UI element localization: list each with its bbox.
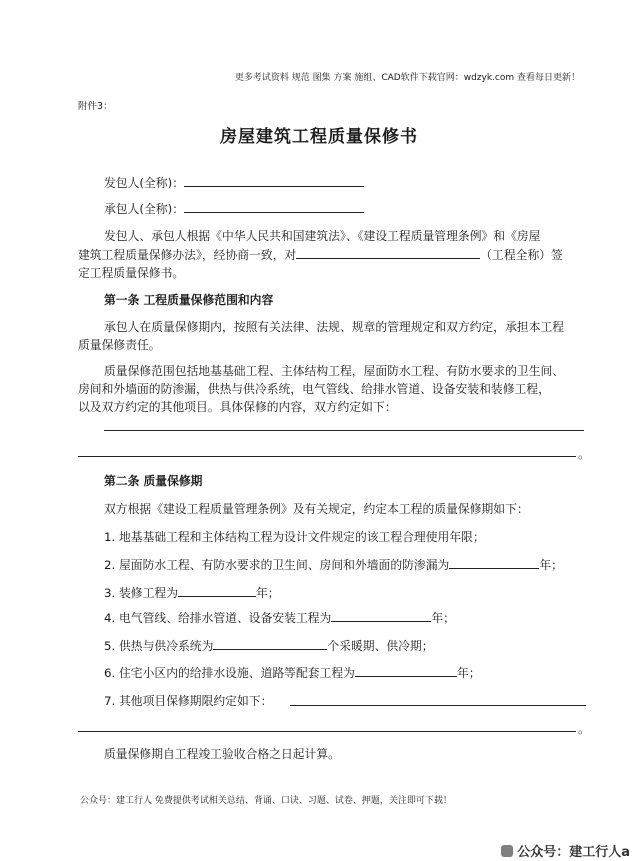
item-2-blank [449, 557, 539, 569]
document-title: 房屋建筑工程质量保修书 [220, 127, 418, 147]
item-7-blank-line-1 [290, 705, 586, 706]
article2-item-3: 3. 装修工程为 年； [104, 586, 280, 600]
intro-line-2a: 建筑工程质量保修办法》，经协商一致，对 [78, 248, 297, 262]
article1-p1-line1: 承包人在质量保修期内，按照有关法律、法规、规章的管理规定和双方约定，承担本工程 [104, 320, 565, 334]
watermark-text: 公众号：建工行人a [517, 845, 630, 860]
item-3-blank [178, 585, 256, 597]
article1-p2-line1: 质量保修范围包括地基基础工程、主体结构工程，屋面防水工程、有防水要求的卫生间、 [104, 364, 565, 378]
article2-item-6: 6. 住宅小区内的给排水设施、道路等配套工程为 年； [104, 666, 481, 680]
article2-closing: 质量保修期自工程竣工验收合格之日起计算。 [104, 747, 340, 761]
intro-line-1: 发包人、承包人根据《中华人民共和国建筑法》、《建设工程质量管理条例》和《房屋 [104, 229, 541, 243]
intro-line-3: 定工程质量保修书。 [78, 266, 185, 280]
party-b-label: 承包人(全称)： [104, 202, 184, 216]
wechat-icon [501, 845, 513, 857]
footer-note: 公众号：建工行人 免费提供考试相关总结、背诵、口诀、习题、试卷、押题，关注即可下载！ [80, 796, 452, 806]
party-b-blank [184, 201, 364, 213]
article2-item-1: 1. 地基基础工程和主体结构工程为设计文件规定的该工程合理使用年限； [104, 530, 485, 544]
party-a-line [104, 174, 364, 191]
item-4-blank [331, 610, 431, 622]
article1-p2-line3: 以及双方约定的其他项目。具体保修的内容，双方约定如下： [78, 400, 397, 414]
watermark [501, 841, 630, 860]
article1-blank-line-2 [78, 456, 576, 457]
intro-line-2b: （工程全称）签 [480, 248, 563, 262]
project-name-blank [296, 247, 480, 259]
article2-heading: 第二条 质量保修期 [104, 474, 203, 488]
article1-heading: 第一条 工程质量保修范围和内容 [104, 293, 274, 307]
attachment-label: 附件3： [78, 101, 113, 112]
article1-p2-line2: 房间和外墙面的防渗漏，供热与供冷系统，电气管线、给排水管道、设备安装和装修工程， [78, 382, 550, 396]
article2-item-2: 2. 屋面防水工程、有防水要求的卫生间、房间和外墙面的防渗漏为 年； [104, 558, 563, 572]
header-note: 更多考试资料 规范 图集 方案 施组、CAD软件下载官网：wdzyk.com 查看每日更新！ [234, 73, 580, 83]
party-a-blank [184, 175, 364, 187]
item-6-blank [355, 665, 457, 677]
article2-intro: 双方根据《建设工程质量管理条例》及有关规定，约定本工程的质量保修期如下： [104, 502, 529, 516]
article1-blank-line-1 [104, 430, 584, 431]
item-5-blank [213, 638, 327, 650]
article2-item-4: 4. 电气管线、给排水管道、设备安装工程为 年； [104, 611, 455, 625]
intro-line-2 [78, 246, 563, 263]
article1-period: 。 [578, 447, 590, 461]
article2-period: 。 [578, 722, 590, 736]
article2-item-5: 5. 供热与供冷系统为 个采暖期、供冷期； [104, 639, 434, 653]
article1-p1-line2: 质量保修责任。 [78, 338, 161, 352]
party-a-label: 发包人(全称)： [104, 176, 184, 190]
item-7-blank-line-2 [78, 731, 576, 732]
party-b-line [104, 200, 364, 217]
article2-item-7: 7. 其他项目保修期限约定如下： [104, 694, 273, 708]
